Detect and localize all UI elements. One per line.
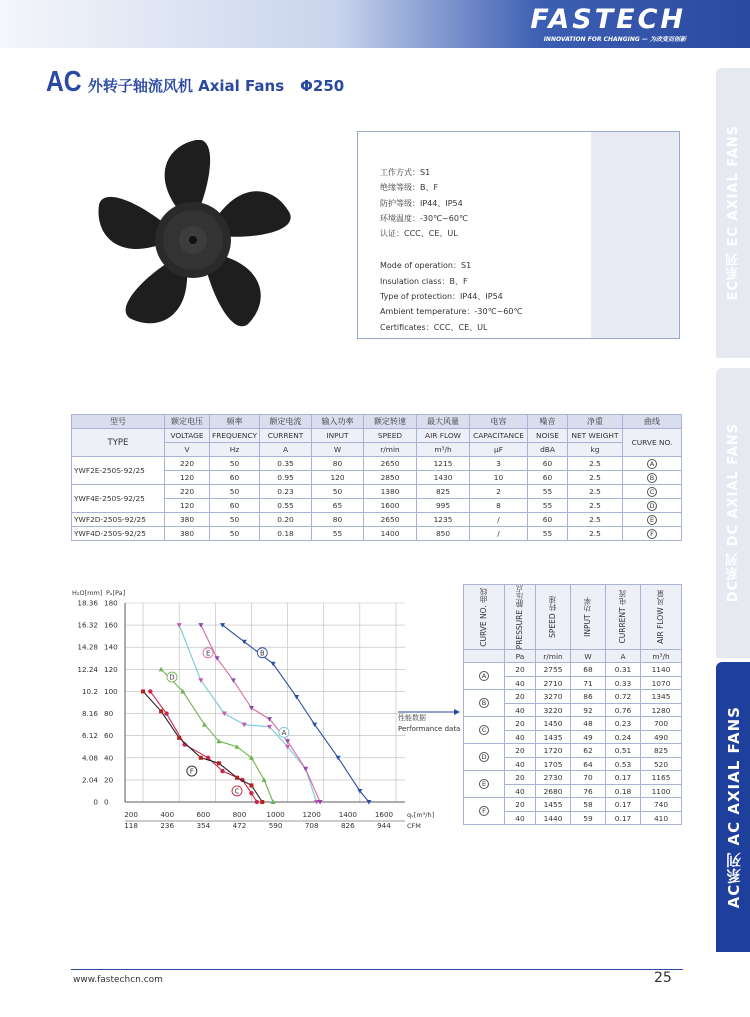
curve-row (464, 771, 682, 785)
curve-value: 40 (505, 784, 536, 798)
table-cell: 0.18 (260, 527, 312, 541)
table-cell: 2.5 (568, 485, 623, 499)
curve-label-E: E (205, 649, 211, 658)
y-right-tick-label: 180 (104, 598, 118, 608)
table-cell: 995 (417, 499, 470, 513)
table-cell: 1600 (364, 499, 417, 513)
th-capacitance-cn: 电容 (470, 415, 528, 429)
curve-cell (623, 485, 682, 499)
curve-marker-D: D (479, 752, 489, 762)
table-cell: 60 (210, 471, 260, 485)
y-left-tick-label: 14.28 (77, 642, 98, 652)
curve-value: 0.51 (606, 744, 641, 758)
curve-value: 76 (571, 784, 606, 798)
curve-value: 0.31 (606, 663, 641, 677)
curve-value: 20 (505, 771, 536, 785)
x-bottom-tick-label: 708 (304, 821, 319, 830)
table-cell: 2.5 (568, 513, 623, 527)
curve-value: 20 (505, 663, 536, 677)
table-cell: 1400 (364, 527, 417, 541)
x-bottom-tick-label: 826 (340, 821, 355, 830)
y-left-tick-label: 8.16 (81, 709, 98, 719)
table-cell: / (470, 513, 528, 527)
curve-value: 1720 (536, 744, 571, 758)
y-right-tick-label: 20 (104, 775, 114, 785)
curve-value: 58 (571, 798, 606, 812)
ch-speed: SPEED 转速 (548, 596, 557, 639)
spec-list (380, 165, 522, 335)
curve-value: 410 (641, 811, 682, 825)
x-top-tick-label: 1600 (374, 810, 394, 819)
x-bottom-tick-label: 590 (268, 821, 283, 830)
curve-marker-F: F (647, 529, 657, 539)
x-top-tick-label: 400 (160, 810, 175, 819)
curve-value: 490 (641, 730, 682, 744)
ch-curve: CURVE NO. 曲线 (479, 587, 488, 647)
ch-pressure: PRESSURE 静压点 (515, 585, 524, 650)
series-line-F (143, 691, 262, 802)
diameter-label: Φ250 (300, 77, 345, 95)
curve-cell (623, 499, 682, 513)
y-left-tick-label: 2.04 (81, 775, 98, 785)
cu-current: A (606, 650, 641, 663)
table-cell: 825 (417, 485, 470, 499)
table-cell: 8 (470, 499, 528, 513)
y-right-tick-label: 160 (104, 620, 118, 630)
ch-current: CURRENT 电流 (618, 590, 627, 644)
curve-label-C: C (234, 787, 240, 796)
series-point-C (164, 711, 168, 715)
table-cell: 55 (528, 527, 568, 541)
table-cell: 1380 (364, 485, 417, 499)
table-cell: 60 (528, 471, 568, 485)
table-cell: 2 (470, 485, 528, 499)
spec-en-temperature: Ambient temperature：-30℃~60℃ (380, 307, 523, 317)
footer-url[interactable]: www.fastechcn.com (73, 975, 163, 985)
curve-label-B: B (259, 649, 265, 658)
table-cell: 50 (210, 527, 260, 541)
table-cell: 60 (528, 513, 568, 527)
y-right-tick-label: 0 (104, 797, 109, 807)
unit-current: A (260, 443, 312, 457)
series-point-F (249, 783, 253, 787)
table-cell: 50 (210, 513, 260, 527)
curve-value: 2730 (536, 771, 571, 785)
curve-value: 86 (571, 690, 606, 704)
spec-box (357, 131, 680, 339)
series-point-F (159, 709, 163, 713)
type-cell: YWF2E-250S-92/25 (72, 457, 165, 485)
th-weight-en: NET WEIGHT (568, 429, 623, 443)
curve-value: 0.72 (606, 690, 641, 704)
curve-value: 0.17 (606, 798, 641, 812)
spec-cn-certificates: 认证：CCC、CE、UL (380, 229, 458, 239)
x-bottom-tick-label: 236 (160, 821, 175, 830)
curve-value: 700 (641, 717, 682, 731)
unit-capacitance: μF (470, 443, 528, 457)
brand-logo: FASTECH (530, 4, 686, 35)
table-cell: / (470, 527, 528, 541)
series-line-C (150, 691, 257, 802)
curve-value: 20 (505, 798, 536, 812)
spec-cn-insulation: 绝缘等级：B、F (380, 183, 439, 193)
curve-value: 20 (505, 744, 536, 758)
type-cell: YWF4D-250S-92/25 (72, 527, 165, 541)
th-input-cn: 输入功率 (312, 415, 364, 429)
curve-marker-E: E (647, 515, 657, 525)
curve-table (463, 584, 682, 825)
footer-divider (71, 969, 683, 970)
curve-cell (464, 663, 505, 690)
table-row (72, 527, 682, 541)
curve-value: 49 (571, 730, 606, 744)
curve-cell (464, 771, 505, 798)
table-cell: 220 (165, 457, 210, 471)
table-row (72, 457, 682, 471)
perf-label-cn: 性能数据 (398, 714, 426, 722)
th-speed-cn: 额定转速 (364, 415, 417, 429)
y-left-tick-label: 18.36 (77, 598, 98, 608)
y-right-tick-label: 100 (104, 686, 118, 696)
series-point-C (220, 769, 224, 773)
curve-cell (464, 690, 505, 717)
curve-label-A: A (281, 728, 287, 737)
cu-input: W (571, 650, 606, 663)
curve-value: 1100 (641, 784, 682, 798)
table-cell: 1215 (417, 457, 470, 471)
y-left-tick-label: 16.32 (77, 620, 98, 630)
curve-marker-E: E (479, 779, 489, 789)
th-noise-cn: 噪音 (528, 415, 568, 429)
x-top-tick-label: 600 (196, 810, 211, 819)
y-right-tick-label: 140 (104, 642, 118, 652)
y-right-tick-label: 120 (104, 664, 118, 674)
performance-chart (70, 586, 450, 836)
curve-value: 40 (505, 703, 536, 717)
curve-marker-B: B (647, 473, 657, 483)
unit-voltage: V (165, 443, 210, 457)
curve-value: 40 (505, 811, 536, 825)
th-input-en: INPUT (312, 429, 364, 443)
curve-marker-C: C (647, 487, 657, 497)
x-top-tick-label: 800 (232, 810, 247, 819)
x-top-tick-label: 200 (124, 810, 138, 819)
table-cell: 50 (210, 485, 260, 499)
series-point-E (303, 767, 308, 772)
curve-marker-C: C (479, 725, 489, 735)
table-cell: 120 (165, 471, 210, 485)
table-cell: 80 (312, 513, 364, 527)
curve-value: 48 (571, 717, 606, 731)
table-cell: 50 (312, 485, 364, 499)
th-capacitance-en: CAPACITANCE (470, 429, 528, 443)
table-cell: 1235 (417, 513, 470, 527)
series-point-F (235, 776, 239, 780)
perf-label-en: Performance data (398, 725, 461, 733)
curve-row (464, 798, 682, 812)
curve-marker-A: A (647, 459, 657, 469)
spec-en-insulation: Insulation class：B、F (380, 276, 468, 286)
series-point-F (141, 689, 145, 693)
curve-value: 59 (571, 811, 606, 825)
curve-value: 64 (571, 757, 606, 771)
brand-slogan: INNOVATION FOR CHANGING — 为改变而创新 (543, 36, 686, 43)
x-bottom-tick-label: 944 (377, 821, 391, 830)
curve-value: 0.17 (606, 771, 641, 785)
table-cell: 55 (528, 485, 568, 499)
table-cell: 0.35 (260, 457, 312, 471)
series-point-E (249, 706, 254, 711)
th-curve-cn: 曲线 (623, 415, 682, 429)
curve-value: 0.18 (606, 784, 641, 798)
curve-value: 1070 (641, 676, 682, 690)
page-title (46, 66, 344, 99)
x-bottom-tick-label: 472 (232, 821, 247, 830)
curve-value: 1280 (641, 703, 682, 717)
y-left-tick-label: 12.24 (77, 664, 98, 674)
y-left-axis-label: H₂O[mm] (72, 589, 103, 597)
table-cell: 55 (312, 527, 364, 541)
x-top-axis-label: qᵥ[m³/h] (407, 811, 435, 819)
table-cell: 0.95 (260, 471, 312, 485)
curve-cell (464, 744, 505, 771)
curve-value: 520 (641, 757, 682, 771)
ch-input: INPUT 功率 (583, 597, 592, 638)
x-bottom-tick-label: 118 (124, 821, 138, 830)
curve-cell (623, 457, 682, 471)
sidebar-tab-ac[interactable]: AC系列 AC AXIAL FANS (716, 662, 750, 952)
curve-marker-A: A (479, 671, 489, 681)
curve-value: 1345 (641, 690, 682, 704)
th-frequency-en: FREQUENCY (210, 429, 260, 443)
curve-value: 1165 (641, 771, 682, 785)
th-weight-cn: 净重 (568, 415, 623, 429)
y-left-tick-label: 0 (93, 797, 98, 807)
curve-value: 2755 (536, 663, 571, 677)
table-cell: 60 (210, 499, 260, 513)
x-top-tick-label: 1400 (338, 810, 357, 819)
th-speed-en: SPEED (364, 429, 417, 443)
curve-row (464, 717, 682, 731)
table-cell: 3 (470, 457, 528, 471)
y-left-tick-label: 4.08 (81, 753, 98, 763)
th-voltage-en: VOLTAGE (165, 429, 210, 443)
curve-cell (623, 471, 682, 485)
table-cell: 0.23 (260, 485, 312, 499)
spec-en-protection: Type of protection：IP44、IP54 (380, 292, 503, 302)
curve-value: 2710 (536, 676, 571, 690)
table-row (72, 485, 682, 499)
spec-table (71, 414, 682, 541)
unit-speed: r/min (364, 443, 417, 457)
curve-cell (623, 513, 682, 527)
curve-label-D: D (169, 673, 175, 682)
curve-value: 70 (571, 771, 606, 785)
th-type-cn: 型号 (72, 415, 165, 429)
cu-airflow: m³/h (641, 650, 682, 663)
type-cell: YWF2D-250S-92/25 (72, 513, 165, 527)
curve-cell (464, 717, 505, 744)
y-right-axis-label: Pₐ[Pa] (106, 589, 126, 597)
curve-value: 1140 (641, 663, 682, 677)
unit-airflow: m³/h (417, 443, 470, 457)
th-airflow-cn: 最大风量 (417, 415, 470, 429)
y-right-tick-label: 60 (104, 731, 114, 741)
y-right-tick-label: 80 (104, 709, 114, 719)
curve-value: 3270 (536, 690, 571, 704)
sidebar-tab-dc[interactable]: DC系列 DC AXIAL FANS (716, 368, 750, 658)
table-cell: 120 (165, 499, 210, 513)
y-left-tick-label: 6.12 (81, 731, 98, 741)
sidebar-tab-ec[interactable]: EC系列 EC AXIAL FANS (716, 68, 750, 358)
unit-weight: kg (568, 443, 623, 457)
table-cell: 380 (165, 513, 210, 527)
table-cell: 2.5 (568, 527, 623, 541)
curve-value: 1705 (536, 757, 571, 771)
spec-cn-mode: 工作方式：S1 (380, 168, 431, 177)
curve-value: 0.33 (606, 676, 641, 690)
curve-label-F: F (189, 767, 194, 776)
table-cell: 2.5 (568, 499, 623, 513)
curve-value: 92 (571, 703, 606, 717)
table-cell: 80 (312, 457, 364, 471)
curve-value: 1440 (536, 811, 571, 825)
x-bottom-tick-label: 354 (196, 821, 211, 830)
curve-cell (464, 798, 505, 825)
ch-airflow: AIR FLOW 风量 (656, 590, 665, 645)
table-cell: 0.55 (260, 499, 312, 513)
spec-en-mode: Mode of operation：S1 (380, 261, 472, 271)
cu-speed: r/min (536, 650, 571, 663)
curve-value: 1450 (536, 717, 571, 731)
curve-value: 40 (505, 676, 536, 690)
th-noise-en: NOISE (528, 429, 568, 443)
curve-value: 40 (505, 757, 536, 771)
unit-input: W (312, 443, 364, 457)
x-bottom-axis-label: CFM (407, 822, 421, 830)
table-cell: 2.5 (568, 457, 623, 471)
curve-marker-D: D (647, 501, 657, 511)
cu-pressure: Pa (505, 650, 536, 663)
th-current-en: CURRENT (260, 429, 312, 443)
table-cell: 50 (210, 457, 260, 471)
th-voltage-cn: 额定电压 (165, 415, 210, 429)
unit-noise: dBA (528, 443, 568, 457)
spec-cn-protection: 防护等级：IP44、IP54 (380, 198, 463, 208)
table-cell: 2650 (364, 457, 417, 471)
series-point-F (217, 761, 221, 765)
series-point-F (260, 800, 264, 804)
th-curve-en: CURVE NO. (623, 429, 682, 457)
product-name: 外转子轴流风机 Axial Fans (87, 77, 285, 95)
spec-en-certificates: Certificates：CCC、CE、UL (380, 322, 488, 332)
curve-value: 0.76 (606, 703, 641, 717)
spec-cn-temperature: 环境温度：-30℃~60℃ (380, 213, 468, 223)
curve-value: 40 (505, 730, 536, 744)
type-cell: YWF4E-250S-92/25 (72, 485, 165, 513)
table-cell: 380 (165, 527, 210, 541)
curve-value: 1435 (536, 730, 571, 744)
th-type-en: TYPE (72, 429, 165, 457)
curve-value: 1455 (536, 798, 571, 812)
curve-row (464, 690, 682, 704)
performance-data-label (398, 713, 460, 735)
curve-row (464, 663, 682, 677)
table-cell: 120 (312, 471, 364, 485)
th-current-cn: 额定电流 (260, 415, 312, 429)
x-top-tick-label: 1000 (266, 810, 285, 819)
curve-marker-B: B (479, 698, 489, 708)
series-point-F (177, 736, 181, 740)
curve-value: 740 (641, 798, 682, 812)
y-right-tick-label: 40 (104, 753, 114, 763)
table-cell: 60 (528, 457, 568, 471)
curve-value: 3220 (536, 703, 571, 717)
curve-cell (623, 527, 682, 541)
curve-value: 0.23 (606, 717, 641, 731)
y-left-tick-label: 10.2 (81, 686, 98, 696)
curve-value: 71 (571, 676, 606, 690)
table-cell: 850 (417, 527, 470, 541)
series-point-F (199, 756, 203, 760)
table-cell: 2850 (364, 471, 417, 485)
fan-image (85, 140, 300, 340)
table-cell: 65 (312, 499, 364, 513)
curve-value: 0.17 (606, 811, 641, 825)
series-label: AC (46, 66, 82, 98)
table-cell: 1430 (417, 471, 470, 485)
series-point-C (249, 791, 253, 795)
table-row (72, 513, 682, 527)
table-cell: 0.20 (260, 513, 312, 527)
curve-marker-F: F (479, 806, 489, 816)
curve-value: 2680 (536, 784, 571, 798)
table-cell: 2.5 (568, 471, 623, 485)
series-point-C (148, 689, 152, 693)
table-cell: 10 (470, 471, 528, 485)
th-frequency-cn: 频率 (210, 415, 260, 429)
curve-value: 0.24 (606, 730, 641, 744)
curve-value: 20 (505, 690, 536, 704)
curve-value: 62 (571, 744, 606, 758)
table-cell: 55 (528, 499, 568, 513)
curve-row (464, 744, 682, 758)
page-number: 25 (654, 970, 672, 986)
curve-value: 68 (571, 663, 606, 677)
curve-value: 20 (505, 717, 536, 731)
series-point-C (255, 800, 259, 804)
table-cell: 220 (165, 485, 210, 499)
curve-value: 825 (641, 744, 682, 758)
curve-value: 0.53 (606, 757, 641, 771)
table-cell: 2650 (364, 513, 417, 527)
th-airflow-en: AIR FLOW (417, 429, 470, 443)
x-top-tick-label: 1200 (302, 810, 321, 819)
unit-frequency: Hz (210, 443, 260, 457)
